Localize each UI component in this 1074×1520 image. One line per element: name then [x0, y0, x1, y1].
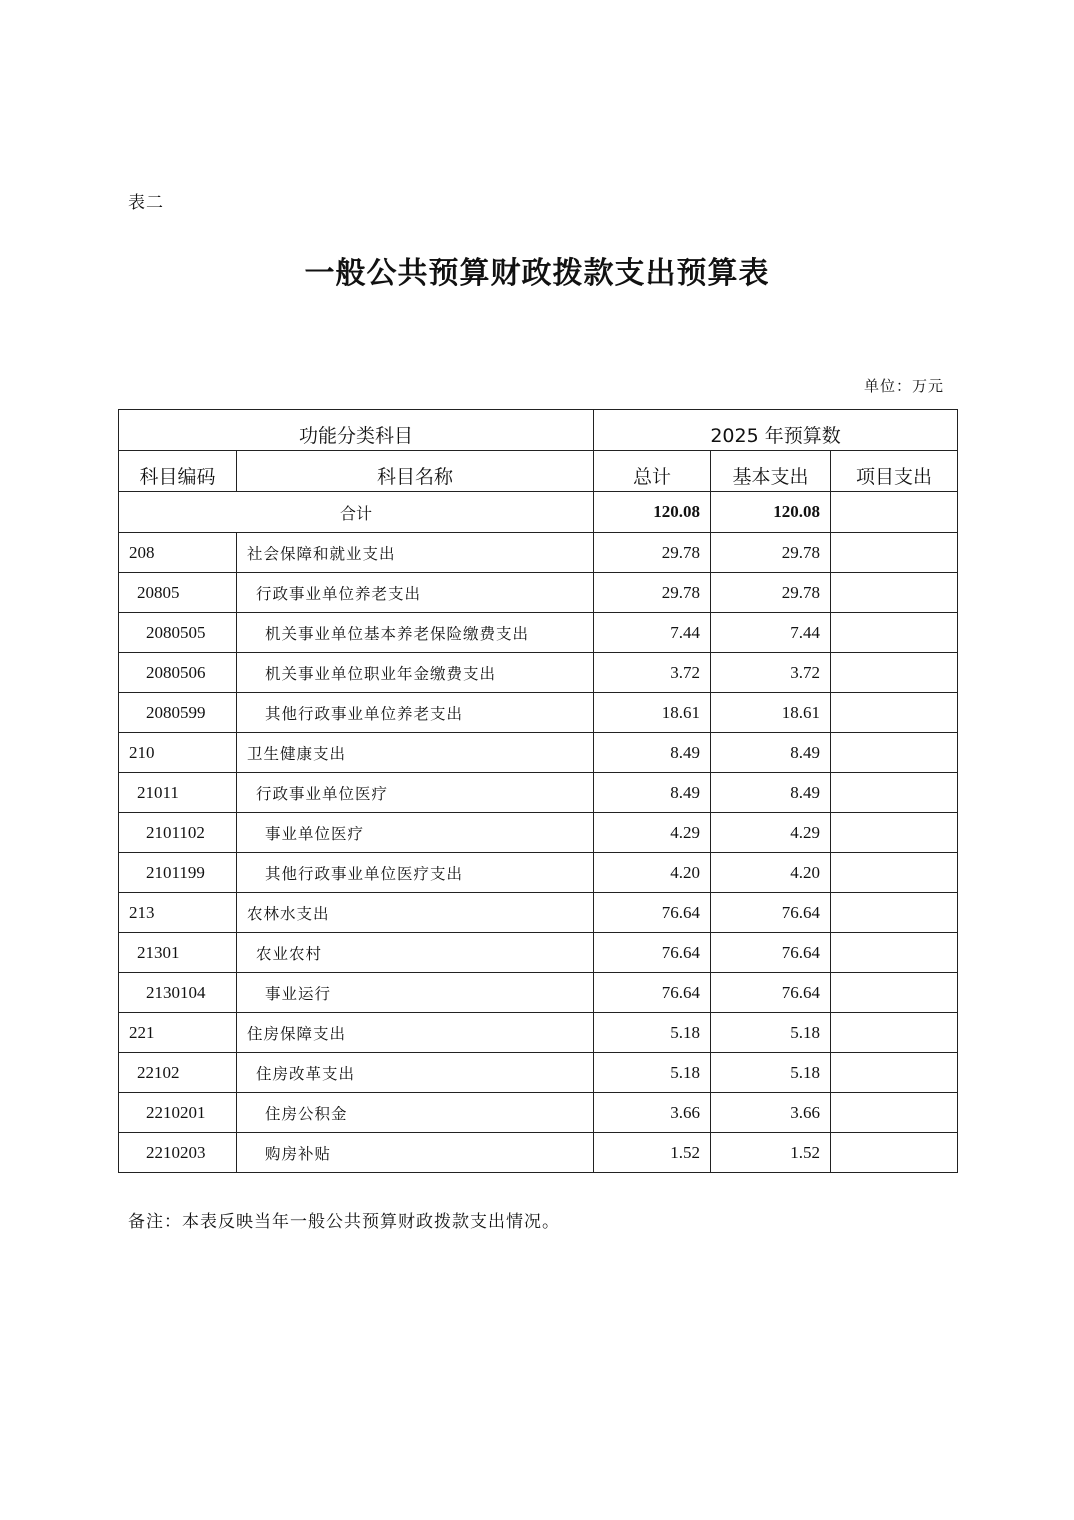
total-label: 合计 [119, 492, 594, 533]
row-code: 20805 [119, 573, 237, 613]
row-total: 7.44 [594, 613, 711, 653]
row-code: 21011 [119, 773, 237, 813]
row-project [831, 1053, 958, 1093]
row-basic: 29.78 [711, 533, 831, 573]
row-code: 2101102 [119, 813, 237, 853]
table-row [119, 733, 958, 773]
row-basic: 18.61 [711, 693, 831, 733]
row-name: 行政事业单位医疗 [237, 773, 594, 813]
row-total: 5.18 [594, 1053, 711, 1093]
table-number: 表二 [128, 193, 164, 213]
row-basic: 7.44 [711, 613, 831, 653]
row-total: 3.72 [594, 653, 711, 693]
table-row [119, 933, 958, 973]
table-row [119, 1053, 958, 1093]
row-name: 其他行政事业单位养老支出 [237, 693, 594, 733]
row-basic: 8.49 [711, 773, 831, 813]
table-row [119, 653, 958, 693]
table-row [119, 533, 958, 573]
page-title: 一般公共预算财政拨款支出预算表 [304, 256, 770, 291]
row-project [831, 853, 958, 893]
row-project [831, 693, 958, 733]
row-total: 1.52 [594, 1133, 711, 1173]
row-name: 购房补贴 [237, 1133, 594, 1173]
unit-label: 单位：万元 [863, 377, 944, 395]
row-basic: 8.49 [711, 733, 831, 773]
row-total: 29.78 [594, 573, 711, 613]
row-code: 210 [119, 733, 237, 773]
row-project [831, 733, 958, 773]
table-row [119, 893, 958, 933]
row-total: 18.61 [594, 693, 711, 733]
row-basic: 1.52 [711, 1133, 831, 1173]
row-code: 2080506 [119, 653, 237, 693]
row-basic: 76.64 [711, 933, 831, 973]
header-code: 科目编码 [119, 451, 237, 492]
row-name: 住房公积金 [237, 1093, 594, 1133]
table-row [119, 573, 958, 613]
row-basic: 3.72 [711, 653, 831, 693]
row-project [831, 1013, 958, 1053]
row-project [831, 893, 958, 933]
row-basic: 76.64 [711, 893, 831, 933]
row-code: 2080505 [119, 613, 237, 653]
row-total: 76.64 [594, 893, 711, 933]
row-total: 4.20 [594, 853, 711, 893]
table-row [119, 1093, 958, 1133]
row-name: 机关事业单位基本养老保险缴费支出 [237, 613, 594, 653]
header-basic: 基本支出 [711, 451, 831, 492]
row-project [831, 533, 958, 573]
table-row [119, 973, 958, 1013]
table-row [119, 853, 958, 893]
row-basic: 3.66 [711, 1093, 831, 1133]
row-project [831, 653, 958, 693]
row-code: 2080599 [119, 693, 237, 733]
row-project [831, 613, 958, 653]
row-code: 213 [119, 893, 237, 933]
total-row [119, 492, 958, 533]
table-row [119, 1013, 958, 1053]
row-name: 住房保障支出 [237, 1013, 594, 1053]
row-basic: 29.78 [711, 573, 831, 613]
header-project: 项目支出 [831, 451, 958, 492]
row-basic: 4.20 [711, 853, 831, 893]
row-name: 农林水支出 [237, 893, 594, 933]
total-project [831, 492, 958, 533]
header-budget-year: 2025 年预算数 [594, 410, 958, 451]
row-code: 2101199 [119, 853, 237, 893]
row-name: 社会保障和就业支出 [237, 533, 594, 573]
total-basic: 120.08 [711, 492, 831, 533]
row-code: 2210203 [119, 1133, 237, 1173]
row-code: 221 [119, 1013, 237, 1053]
table-row [119, 693, 958, 733]
row-code: 2130104 [119, 973, 237, 1013]
row-project [831, 773, 958, 813]
header-total: 总计 [594, 451, 711, 492]
row-name: 机关事业单位职业年金缴费支出 [237, 653, 594, 693]
row-project [831, 1093, 958, 1133]
table-row [119, 813, 958, 853]
row-project [831, 1133, 958, 1173]
header-function-category: 功能分类科目 [119, 410, 594, 451]
row-project [831, 573, 958, 613]
row-basic: 76.64 [711, 973, 831, 1013]
row-project [831, 813, 958, 853]
row-name: 事业单位医疗 [237, 813, 594, 853]
header-name: 科目名称 [237, 451, 594, 492]
row-code: 22102 [119, 1053, 237, 1093]
row-basic: 5.18 [711, 1053, 831, 1093]
table-row [119, 773, 958, 813]
row-total: 76.64 [594, 973, 711, 1013]
row-code: 2210201 [119, 1093, 237, 1133]
header-group-row [119, 410, 958, 451]
row-basic: 4.29 [711, 813, 831, 853]
row-total: 29.78 [594, 533, 711, 573]
row-total: 8.49 [594, 733, 711, 773]
row-name: 住房改革支出 [237, 1053, 594, 1093]
row-name: 事业运行 [237, 973, 594, 1013]
row-name: 农业农村 [237, 933, 594, 973]
footnote: 备注：本表反映当年一般公共预算财政拨款支出情况。 [128, 1212, 560, 1232]
budget-table [118, 409, 958, 1173]
row-name: 卫生健康支出 [237, 733, 594, 773]
row-name: 其他行政事业单位医疗支出 [237, 853, 594, 893]
row-project [831, 973, 958, 1013]
row-project [831, 933, 958, 973]
table-row [119, 613, 958, 653]
header-column-row [119, 451, 958, 492]
row-total: 5.18 [594, 1013, 711, 1053]
row-total: 4.29 [594, 813, 711, 853]
row-total: 3.66 [594, 1093, 711, 1133]
row-code: 208 [119, 533, 237, 573]
table-row [119, 1133, 958, 1173]
total-total: 120.08 [594, 492, 711, 533]
row-name: 行政事业单位养老支出 [237, 573, 594, 613]
row-total: 8.49 [594, 773, 711, 813]
row-total: 76.64 [594, 933, 711, 973]
row-code: 21301 [119, 933, 237, 973]
row-basic: 5.18 [711, 1013, 831, 1053]
